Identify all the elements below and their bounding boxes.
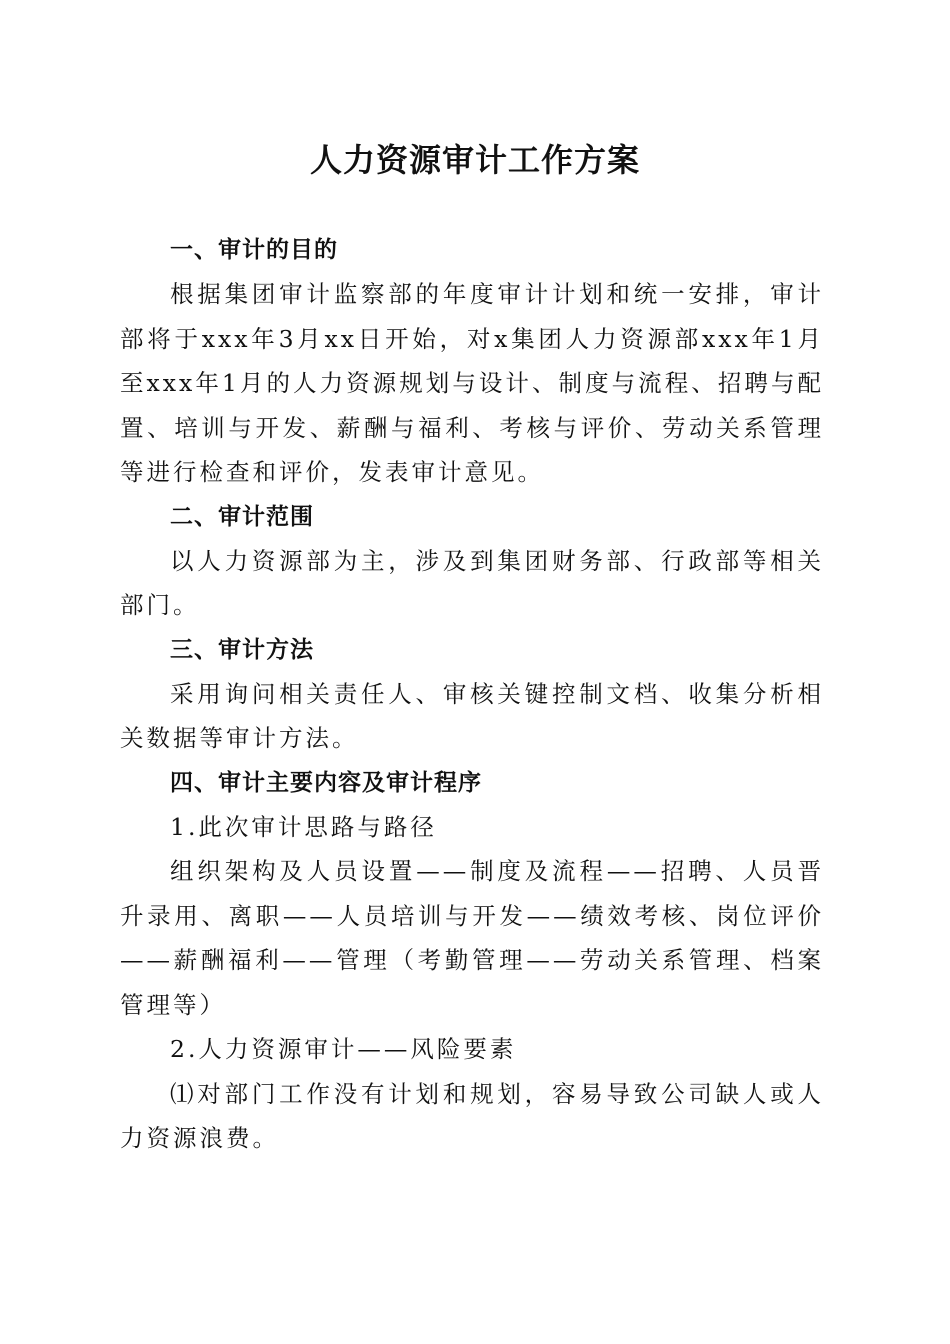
- section-heading-scope: 二、审计范围: [170, 503, 314, 530]
- section-heading-method: 三、审计方法: [170, 636, 314, 663]
- subsection-heading-risk: 2.人力资源审计——风险要素: [170, 1035, 517, 1063]
- document-body: [120, 228, 824, 1161]
- section-heading-content: 四、审计主要内容及审计程序: [170, 769, 482, 796]
- subsection-heading-approach: 1.此次审计思路与路径: [170, 812, 437, 841]
- section-paragraph-method: 采用询问相关责任人、审核关键控制文档、收集分析相关数据等审计方法。: [120, 679, 824, 752]
- subsection-paragraph-risk: ⑴对部门工作没有计划和规划，容易导致公司缺人或人力资源浪费。: [120, 1079, 824, 1152]
- document-title: 人力资源审计工作方案: [309, 141, 640, 179]
- subsection-paragraph-approach: 组织架构及人员设置——制度及流程——招聘、人员晋升录用、离职——人员培训与开发——绩效考核、岗位评价——薪酬福利——管理（考勤管理——劳动关系管理、档案管理等）: [120, 857, 824, 1019]
- section-paragraph-purpose: 根据集团审计监察部的年度审计计划和统一安排，审计部将于xxx年3月xx日开始，对x集团人力资源部xxx年1月至xxx年1月的人力资源规划与设计、制度与流程、招聘与配置、培训与开发、薪酬与福利、考核与评价、劳动关系管理等进行检查和评价，发表审计意见。: [120, 280, 824, 486]
- section-heading-purpose: 一、审计的目的: [170, 237, 338, 263]
- section-paragraph-scope: 以人力资源部为主，涉及到集团财务部、行政部等相关部门。: [120, 546, 824, 619]
